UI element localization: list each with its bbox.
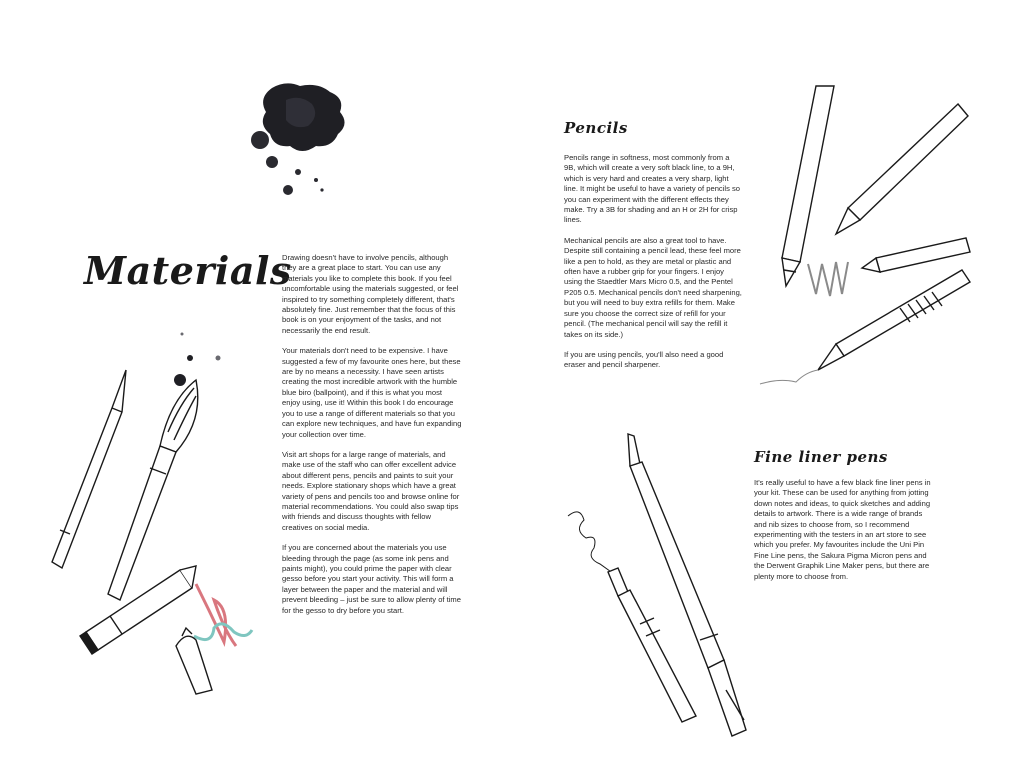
left-page-body — [282, 253, 462, 626]
paragraph: If you are concerned about the materials you use bleeding through the page (as some ink pens and paints might), you could prime the paper with clear gesso before you start your activity. This will form a layer between the paper and the material and will prevent bleeding – just be sure to allow plenty of time for the gesso to dry before you start. — [282, 543, 461, 615]
paragraph: Mechanical pencils are also a great tool to have. Despite still containing a pencil lead, these feel more like a pen to hold, as they are metal or plastic and often have a rubber grip for your fingers. I enjoy using the Staedtler Mars Micro 0.5, and the Pentel P205 0.5. Mechanical pencils don't need sharpening, but you will need to buy extra refills for them. Make sure you choose the correct size of refill for your pencil. (The mechanical pencil will say the refill it takes on its side.) — [564, 235, 742, 339]
paragraph: It's really useful to have a few black fine liner pens in your kit. These can be used for anything from jotting down notes and ideas, to quick sketches and adding details to artwork. There is a wide range of brands and nib sizes to choose from, so I recommend experimenting with the testers in an art store to see which you prefer. My favourites include the Uni Pin Fine Line pens, the Sakura Pigma Micron pens and the Derwent Graphik Line Maker pens, but there are plenty more to choose from. — [754, 478, 931, 581]
paragraph: Drawing doesn't have to involve pencils, although they are a great place to start. You can use any materials you like to complete this book. If you feel uncomfortable using the materials suggested, or feel inspired to try something completely different, that's absolutely fine. Just remember that the focus of this book is on your enjoyment of the tasks, and not necessarily the end result. — [282, 253, 459, 335]
page-title: Materials — [84, 248, 292, 293]
paragraph: If you are using pencils, you'll also need a good eraser and pencil sharpener. — [564, 349, 724, 370]
pencils-body — [564, 153, 742, 381]
paragraph: Your materials don't need to be expensive. I have suggested a few of my favourite ones here, but these are by no means a necessity. I have seen artists creating the most incredible artwork with the humble blue biro (ballpoint), and if this is what you most enjoy using, use it! Within this book I do encourage you to use a range of different materials so that you can explore new techniques, and have fun expanding your collection over time. — [282, 346, 462, 439]
paragraph: Visit art shops for a large range of materials, and make use of the staff who can offer excellent advice about different pens, pencils and paints to suit your needs. Explore stationary shops which have a great variety of pens and pencils too and browse online for material recommendations. You could also swap tips with friends and discuss thoughts with fellow creatives on social media. — [282, 449, 460, 532]
paragraph: Pencils range in softness, most commonly from a 9B, which will create a very soft black line, to a 9H, which is very hard and creates a very sharp, light line. It might be useful to have a variety of pencils so you can experiment with the different effects they make. Try a 3B for shading and an H or 2H for crisp lines. — [564, 153, 741, 225]
right-page — [512, 0, 1024, 768]
pencils-heading: Pencils — [564, 119, 628, 137]
fine-liner-heading: Fine liner pens — [754, 448, 888, 466]
fine-liner-body — [754, 478, 932, 592]
